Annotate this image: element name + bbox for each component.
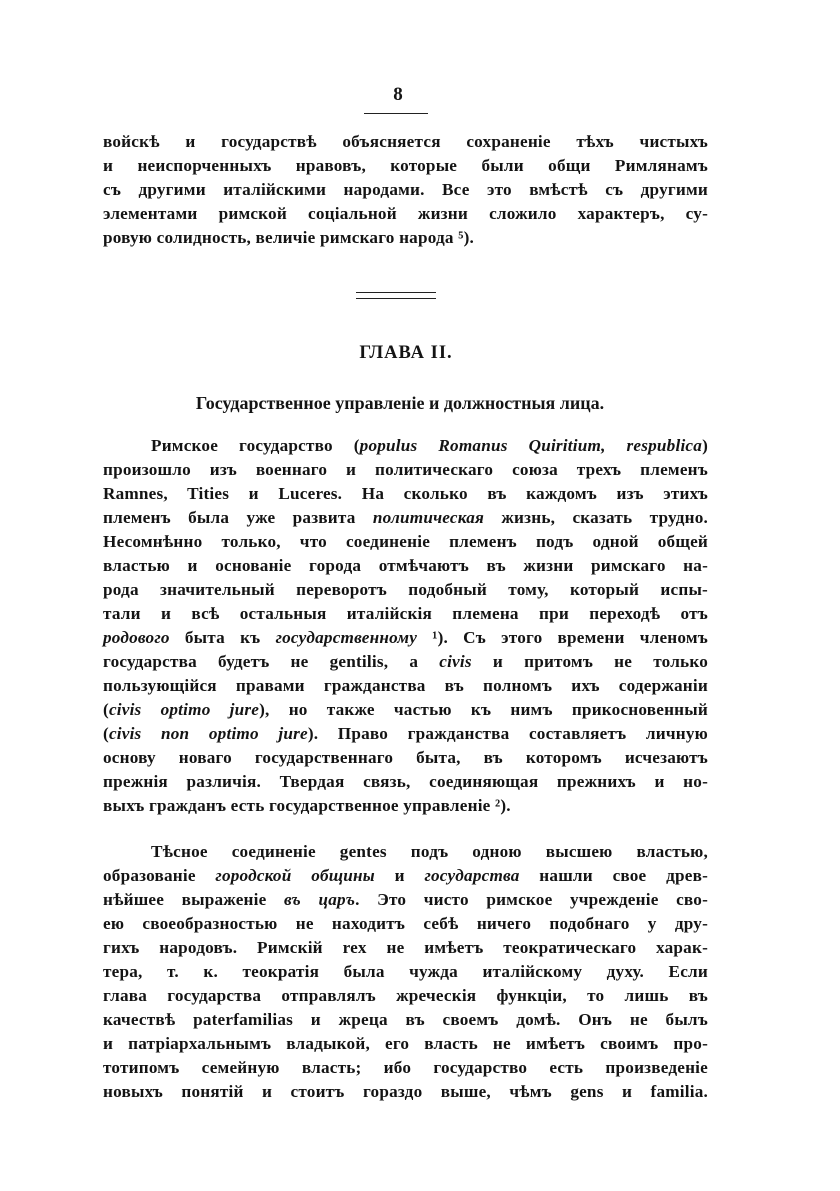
text-line: основу новаго государственнаго быта, въ которомъ исчезаютъ xyxy=(103,748,708,767)
text-line: и патріархальнымъ владыкой, его власть не имѣетъ своимъ про- xyxy=(103,1034,708,1053)
text-line: Тѣсное соединеніе gentes подъ одною высшею властью, xyxy=(151,842,708,861)
text-line: произошло изъ военнаго и политическаго союза трехъ племенъ xyxy=(103,460,708,479)
text-line: (civis non optimo jure). Право гражданства составляетъ личную xyxy=(103,724,708,743)
text-line: элементами римской соціальной жизни сложило характеръ, су- xyxy=(103,204,708,223)
text-line: нѣйшее выраженіе въ царъ. Это чисто римское учрежденіе сво- xyxy=(103,890,708,909)
text-line: государства будетъ не gentilis, а civis и притомъ не только xyxy=(103,652,709,671)
text-line: новыхъ понятій и стоитъ гораздо выше, чѣмъ gens и familia. xyxy=(103,1082,708,1101)
text-line: глава государства отправлялъ жреческія функціи, то лишь въ xyxy=(103,986,708,1005)
text-line: качествѣ paterfamilias и жреца въ своемъ домѣ. Онъ не былъ xyxy=(103,1010,708,1029)
text-line: съ другими италійскими народами. Все это вмѣстѣ съ другими xyxy=(103,180,708,199)
text-line: рода значительный переворотъ подобный тому, который испы- xyxy=(103,580,708,599)
text-line: Несомнѣнно только, что соединеніе племенъ подъ одной общей xyxy=(103,532,708,551)
text-line: ею своеобразностью не находитъ себѣ ничего подобнаго у дру- xyxy=(103,914,708,933)
text-line: тали и всѣ остальныя италійскія племена при переходѣ отъ xyxy=(103,604,708,623)
text-line: родового быта къ государственному ¹). Съ этого времени членомъ xyxy=(103,628,708,647)
text-line: властью и основаніе города отмѣчаютъ въ жизни римскаго на- xyxy=(103,556,708,575)
text-line: тотипомъ семейную власть; ибо государство есть произведеніе xyxy=(103,1058,708,1077)
text-line: гихъ народовъ. Римскій rex не имѣетъ теократическаго харак- xyxy=(103,938,708,957)
paragraph-continued xyxy=(103,130,708,250)
text-line: пользующійся правами гражданства въ полномъ ихъ содержаніи xyxy=(103,676,708,695)
text-line: выхъ гражданъ есть государственное управленіе ²). xyxy=(103,796,511,815)
section-divider xyxy=(356,292,436,299)
text-line: ровую солидность, величіе римскаго народа ⁵). xyxy=(103,228,474,247)
text-line: войскѣ и государствѣ объясняется сохраненіе тѣхъ чистыхъ xyxy=(103,132,708,151)
text-line: племенъ была уже развита политическая жизнь, сказать трудно. xyxy=(103,508,708,527)
text-line: Ramnes, Tities и Luceres. На сколько въ каждомъ изъ этихъ xyxy=(103,484,708,503)
text-line: образованіе городской общины и государства нашли свое древ- xyxy=(103,866,708,885)
text-line: и неиспорченныхъ нравовъ, которые были общи Римлянамъ xyxy=(103,156,708,175)
paragraph-king xyxy=(103,840,708,1104)
text-line: прежнія различія. Твердая связь, соединяющая прежнихъ и но- xyxy=(103,772,708,791)
section-title: Государственное управленіе и должностныя лица. xyxy=(195,393,605,413)
text-line: (civis optimo jure), но также частью къ нимъ прикосновенный xyxy=(103,700,709,719)
chapter-title: ГЛАВА II. xyxy=(359,343,453,363)
text-line: Римское государство (populus Romanus Quiritium, respublica) xyxy=(151,436,708,455)
page-number-rule xyxy=(364,113,428,114)
text-line: тера, т. к. теократія была чужда италійскому духу. Если xyxy=(103,962,708,981)
page-number: 8 xyxy=(393,84,403,105)
paragraph-roman-state xyxy=(103,434,708,818)
